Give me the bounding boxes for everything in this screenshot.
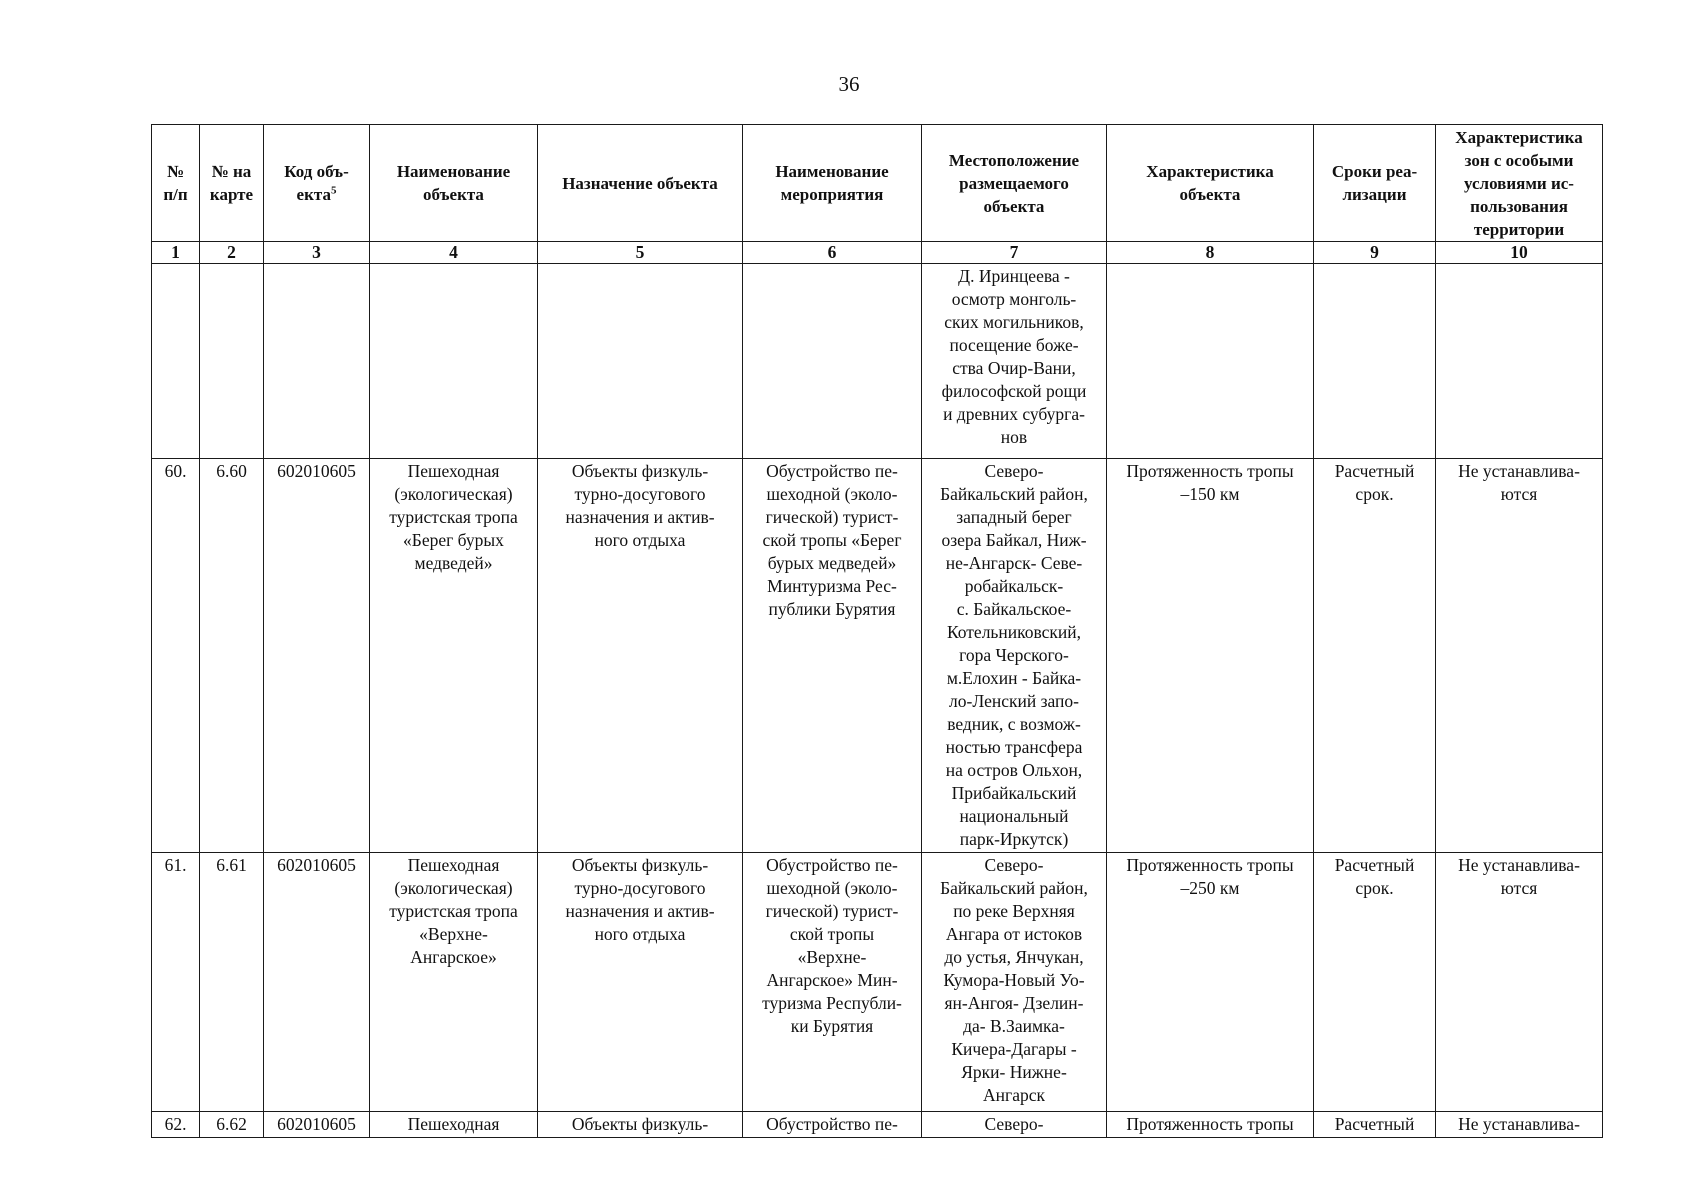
table-cell: [538, 264, 743, 459]
cell-text-line: пользования: [1470, 196, 1568, 216]
cell-text-line: 6.62: [216, 1114, 247, 1134]
table-cell: [370, 264, 538, 459]
column-number: 5: [538, 242, 743, 264]
column-header: [370, 125, 538, 242]
cell-text-line: зон с особыми: [1464, 150, 1574, 170]
column-header: [200, 125, 264, 242]
cell-text-line: 62.: [164, 1114, 187, 1134]
cell-text-line: Протяженность тропы: [1126, 461, 1294, 481]
cell-text-line: Обустройство пе-: [766, 1114, 898, 1134]
cell-text-line: Прибайкальский: [951, 783, 1077, 803]
cell-text-line: гора Черского-: [959, 645, 1069, 665]
cell-text-line: ностью трансфера: [945, 737, 1083, 757]
column-number: 8: [1107, 242, 1314, 264]
cell-text-line: [266, 183, 367, 206]
cell-text-line: ются: [1500, 484, 1538, 504]
cell-text-line: «Верхне-: [419, 924, 488, 944]
cell-text-line: назначения и актив-: [565, 507, 715, 527]
table-row: [152, 853, 1603, 1112]
table-cell: [1314, 459, 1436, 853]
table-cell: [538, 1112, 743, 1138]
cell-text-line: срок.: [1355, 484, 1394, 504]
column-number: 7: [922, 242, 1107, 264]
table-row: [152, 264, 1603, 459]
column-header: [922, 125, 1107, 242]
table-cell: [152, 1112, 200, 1138]
cell-text-line: лизации: [1342, 185, 1407, 204]
cell-text-line: условиями ис-: [1464, 173, 1574, 193]
table-cell: [1107, 459, 1314, 853]
cell-text-line: философской рощи: [941, 381, 1087, 401]
table-cell: [264, 264, 370, 459]
cell-text-line: парк-Иркутск): [959, 829, 1069, 849]
column-header: [1107, 125, 1314, 242]
cell-text-line: объекта: [423, 185, 484, 204]
table-cell: [152, 264, 200, 459]
table-cell: [370, 459, 538, 853]
cell-text-line: ства Очир-Вани,: [952, 358, 1076, 378]
cell-text-line: гической) турист-: [765, 507, 899, 527]
cell-text-line: Назначение объекта: [562, 173, 718, 193]
table-cell: [200, 1112, 264, 1138]
table-cell: [922, 853, 1107, 1112]
cell-text-line: Местоположение: [948, 150, 1080, 170]
cell-text-line: на остров Ольхон,: [945, 760, 1083, 780]
cell-text-line: туристская тропа: [389, 901, 518, 921]
cell-text-line: и древних субурга-: [943, 404, 1085, 424]
cell-text-line: Котельниковский,: [946, 622, 1082, 642]
cell-text-line: Наименование: [775, 162, 889, 181]
cell-text-line: не-Ангарск- Севе-: [945, 553, 1083, 573]
cell-text-line: гической) турист-: [765, 901, 899, 921]
cell-text-line: 602010605: [277, 461, 356, 481]
cell-text-line: ки Бурятия: [790, 1016, 874, 1036]
table-body: [152, 264, 1603, 1138]
table-cell: [538, 853, 743, 1112]
cell-text-line: ются: [1500, 878, 1538, 898]
cell-text-line: Характеристика: [1146, 162, 1274, 181]
cell-text-line: Ангарское» Мин-: [766, 970, 898, 990]
table-cell: [1107, 264, 1314, 459]
cell-text-line: –250 км: [1180, 878, 1240, 898]
cell-text-line: ного отдыха: [594, 924, 686, 944]
cell-text-line: ведник, с возмож-: [947, 714, 1081, 734]
table-cell: [264, 459, 370, 853]
cell-text-line: 602010605: [277, 1114, 356, 1134]
cell-text-line: 602010605: [277, 855, 356, 875]
cell-text-line: туризма Республи-: [762, 993, 902, 1013]
cell-text-line: срок.: [1355, 878, 1394, 898]
cell-text-line: «Берег бурых: [403, 530, 504, 550]
cell-text-line: Д. Иринцеева -: [958, 266, 1070, 286]
table-cell: [1314, 1112, 1436, 1138]
column-number: 1: [152, 242, 200, 264]
cell-text-line: Минтуризма Рес-: [767, 576, 897, 596]
table-row: [152, 1112, 1603, 1138]
cell-text-line: Расчетный: [1334, 1114, 1415, 1134]
column-header: [1314, 125, 1436, 242]
cell-text-line: №: [166, 162, 185, 181]
cell-text-line: ло-Ленский запо-: [949, 691, 1079, 711]
cell-text-line: м.Елохин - Байка-: [946, 668, 1082, 688]
cell-text-line: по реке Верхняя: [953, 901, 1075, 921]
table-cell: [1436, 1112, 1603, 1138]
cell-text-line: Ангарское»: [410, 947, 497, 967]
cell-text-line: Байкальский район,: [940, 878, 1088, 898]
table-cell: [1107, 1112, 1314, 1138]
footnote-marker: 5: [330, 184, 337, 197]
cell-text-line: до устья, Янчукан,: [944, 947, 1084, 967]
column-number: 2: [200, 242, 264, 264]
cell-text-line: 60.: [164, 461, 187, 481]
cell-text-line: робайкальск-: [964, 576, 1064, 596]
cell-text-line: посещение боже-: [949, 335, 1079, 355]
table-row: [152, 459, 1603, 853]
cell-text-line: 61.: [164, 855, 187, 875]
cell-text-line: Ангарск: [983, 1085, 1045, 1105]
cell-text-line: медведей»: [414, 553, 493, 573]
cell-text-line: Объекты физкуль-: [571, 461, 709, 481]
table-cell: [200, 853, 264, 1112]
cell-text-line: карте: [209, 185, 254, 204]
table-cell: [152, 459, 200, 853]
cell-text-line: национальный: [959, 806, 1069, 826]
column-number: 4: [370, 242, 538, 264]
table-cell: [200, 264, 264, 459]
table-cell: [264, 1112, 370, 1138]
table-cell: [370, 1112, 538, 1138]
column-header: [264, 125, 370, 242]
table-cell: [922, 1112, 1107, 1138]
table-cell: [1436, 853, 1603, 1112]
cell-text-line: публики Бурятия: [768, 599, 896, 619]
table-cell: [1436, 459, 1603, 853]
cell-text-line: 6.60: [216, 461, 247, 481]
table-cell: [1314, 264, 1436, 459]
column-number-row: [152, 242, 1603, 264]
cell-text-line: ской тропы «Берег: [762, 530, 902, 550]
cell-text-line: турно-досугового: [574, 484, 706, 504]
cell-text-line: Наименование: [396, 162, 511, 181]
column-header: [743, 125, 922, 242]
cell-text-line: объекта: [983, 196, 1045, 216]
column-header: [1436, 125, 1603, 242]
objects-table: [151, 124, 1603, 1138]
cell-text-line: озера Байкал, Ниж-: [941, 530, 1087, 550]
column-number: 9: [1314, 242, 1436, 264]
cell-text-line: Объекты физкуль-: [571, 1114, 709, 1134]
cell-text-line: Ангара от истоков: [945, 924, 1083, 944]
cell-text-line: Протяженность тропы: [1126, 1114, 1294, 1134]
cell-text-line: Расчетный: [1334, 855, 1415, 875]
cell-text-line: туристская тропа: [389, 507, 518, 527]
table-cell: [264, 853, 370, 1112]
cell-text-line: Протяженность тропы: [1126, 855, 1294, 875]
cell-text-line: ян-Ангоя- Дзелин-: [944, 993, 1084, 1013]
table-cell: [1107, 853, 1314, 1112]
table-cell: [743, 459, 922, 853]
cell-text-line: шеходной (эколо-: [766, 484, 898, 504]
page-number: 36: [838, 72, 860, 96]
cell-text-line: Код объ-: [284, 162, 349, 181]
cell-text-line: Пешеходная: [407, 461, 500, 481]
cell-text-line: Характеристика: [1455, 127, 1583, 147]
cell-text-line: Кичера-Дагары -: [951, 1039, 1077, 1059]
cell-text-line: Не устанавлива-: [1458, 855, 1580, 875]
cell-text-line: назначения и актив-: [565, 901, 715, 921]
table-cell: [743, 264, 922, 459]
table-cell: [538, 459, 743, 853]
cell-text-line: Северо-: [984, 461, 1044, 481]
cell-text-line: Объекты физкуль-: [571, 855, 709, 875]
cell-text-line: Обустройство пе-: [766, 855, 898, 875]
table-cell: [1314, 853, 1436, 1112]
cell-text-line: Сроки реа-: [1331, 162, 1418, 181]
cell-text-line: ских могильников,: [944, 312, 1084, 332]
column-number: 3: [264, 242, 370, 264]
cell-text-line: турно-досугового: [574, 878, 706, 898]
cell-text-line: шеходной (эколо-: [766, 878, 898, 898]
cell-text-line: (экологическая): [394, 878, 513, 898]
cell-text-line: Расчетный: [1334, 461, 1415, 481]
cell-text-line: осмотр монголь-: [951, 289, 1077, 309]
column-number: 6: [743, 242, 922, 264]
cell-text-line: 6.61: [216, 855, 247, 875]
table-cell: [743, 853, 922, 1112]
cell-text-line: западный берег: [956, 507, 1072, 527]
table-cell: [1436, 264, 1603, 459]
cell-text-line: Пешеходная: [407, 855, 500, 875]
cell-text-line: «Верхне-: [797, 947, 867, 967]
cell-text-line: № на: [211, 162, 252, 181]
header-text: екта: [296, 185, 331, 204]
cell-text-line: Северо-: [984, 855, 1044, 875]
cell-text-line: ного отдыха: [594, 530, 686, 550]
column-header: [538, 125, 743, 242]
cell-text-line: бурых медведей»: [767, 553, 897, 573]
cell-text-line: Кумора-Новый Уо-: [943, 970, 1085, 990]
table-cell: [200, 459, 264, 853]
cell-text-line: да- В.Заимка-: [963, 1016, 1065, 1036]
column-header: [152, 125, 200, 242]
table-cell: [743, 1112, 922, 1138]
cell-text-line: п/п: [163, 185, 188, 204]
table-cell: [922, 459, 1107, 853]
cell-text-line: Ярки- Нижне-: [961, 1062, 1067, 1082]
column-number: 10: [1436, 242, 1603, 264]
cell-text-line: с. Байкальское-: [956, 599, 1072, 619]
cell-text-line: Не устанавлива-: [1458, 1114, 1580, 1134]
table-cell: [370, 853, 538, 1112]
cell-text-line: (экологическая): [394, 484, 513, 504]
cell-text-line: Обустройство пе-: [766, 461, 898, 481]
table-cell: [922, 264, 1107, 459]
cell-text-line: нов: [1000, 427, 1028, 447]
table-cell: [152, 853, 200, 1112]
cell-text-line: объекта: [1179, 185, 1241, 204]
cell-text-line: территории: [1473, 219, 1565, 239]
cell-text-line: размещаемого: [959, 173, 1069, 193]
cell-text-line: Не устанавлива-: [1458, 461, 1580, 481]
cell-text-line: Северо-: [984, 1114, 1044, 1134]
cell-text-line: Пешеходная: [407, 1114, 500, 1134]
cell-text-line: мероприятия: [780, 185, 884, 204]
cell-text-line: Байкальский район,: [940, 484, 1088, 504]
cell-text-line: –150 км: [1180, 484, 1240, 504]
header-row: [152, 125, 1603, 242]
cell-text-line: ской тропы: [789, 924, 875, 944]
